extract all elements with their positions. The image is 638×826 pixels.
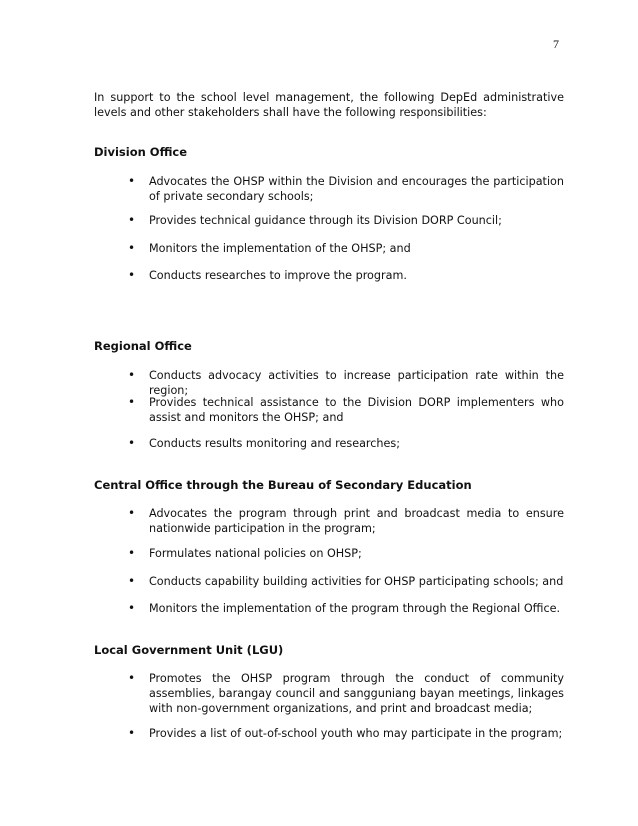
list-item: [128, 268, 564, 283]
section-heading-lgu: Local Government Unit (LGU): [94, 643, 284, 657]
list-item: [128, 241, 564, 256]
bullet-icon: •: [128, 546, 136, 560]
list-item: [128, 213, 564, 228]
list-item-text: Conducts researches to improve the program.: [149, 269, 407, 282]
bullet-icon: •: [128, 213, 136, 227]
list-item-text: Provides a list of out-of-school youth who may participate in the program;: [149, 727, 563, 740]
list-item: [128, 506, 564, 536]
bullet-icon: •: [128, 574, 136, 588]
list-item-text: Advocates the program through print and broadcast media to ensure nationwide participation in the program;: [149, 507, 564, 535]
list-item: [128, 546, 564, 561]
list-item-text: Formulates national policies on OHSP;: [149, 547, 362, 560]
list-item-text: Advocates the OHSP within the Division and encourages the participation of private secondary schools;: [149, 175, 564, 203]
list-item: [128, 574, 564, 589]
list-item: [128, 601, 564, 616]
list-item-text: Monitors the implementation of the program through the Regional Office.: [149, 602, 561, 615]
list-item: [128, 726, 564, 741]
bullet-icon: •: [128, 506, 136, 520]
bullet-icon: •: [128, 174, 136, 188]
list-item-text: Conducts results monitoring and researches;: [149, 437, 401, 450]
bullet-icon: •: [128, 726, 136, 740]
list-item-text: Provides technical guidance through its Division DORP Council;: [149, 214, 502, 227]
list-item-text: Monitors the implementation of the OHSP; and: [149, 242, 411, 255]
page-number: 7: [553, 37, 559, 51]
bullet-icon: •: [128, 436, 136, 450]
section-heading-regional-office: Regional Office: [94, 339, 192, 353]
section-heading-central-office: Central Office through the Bureau of Secondary Education: [94, 478, 472, 492]
list-item-text: Promotes the OHSP program through the conduct of community assemblies, barangay council and sangguniang bayan meetings, linkages with non-government organizations, and print and broadcast media;: [149, 672, 564, 715]
list-item-text: Provides technical assistance to the Division DORP implementers who assist and monitors the OHSP; and: [149, 396, 564, 424]
list-item-text: Conducts advocacy activities to increase participation rate within the region;: [149, 369, 564, 397]
list-item: [128, 368, 564, 398]
list-item: [128, 395, 564, 425]
bullet-icon: •: [128, 368, 136, 382]
bullet-icon: •: [128, 671, 136, 685]
bullet-icon: •: [128, 241, 136, 255]
bullet-icon: •: [128, 395, 136, 409]
list-item: [128, 174, 564, 204]
list-item: [128, 436, 564, 451]
list-item-text: Conducts capability building activities for OHSP participating schools; and: [149, 575, 564, 588]
bullet-icon: •: [128, 268, 136, 282]
list-item: [128, 671, 564, 716]
intro-paragraph: In support to the school level management, the following DepEd administrative levels and other stakeholders shall have the following responsibilities:: [94, 91, 564, 119]
section-heading-division-office: Division Office: [94, 145, 188, 159]
bullet-icon: •: [128, 601, 136, 615]
